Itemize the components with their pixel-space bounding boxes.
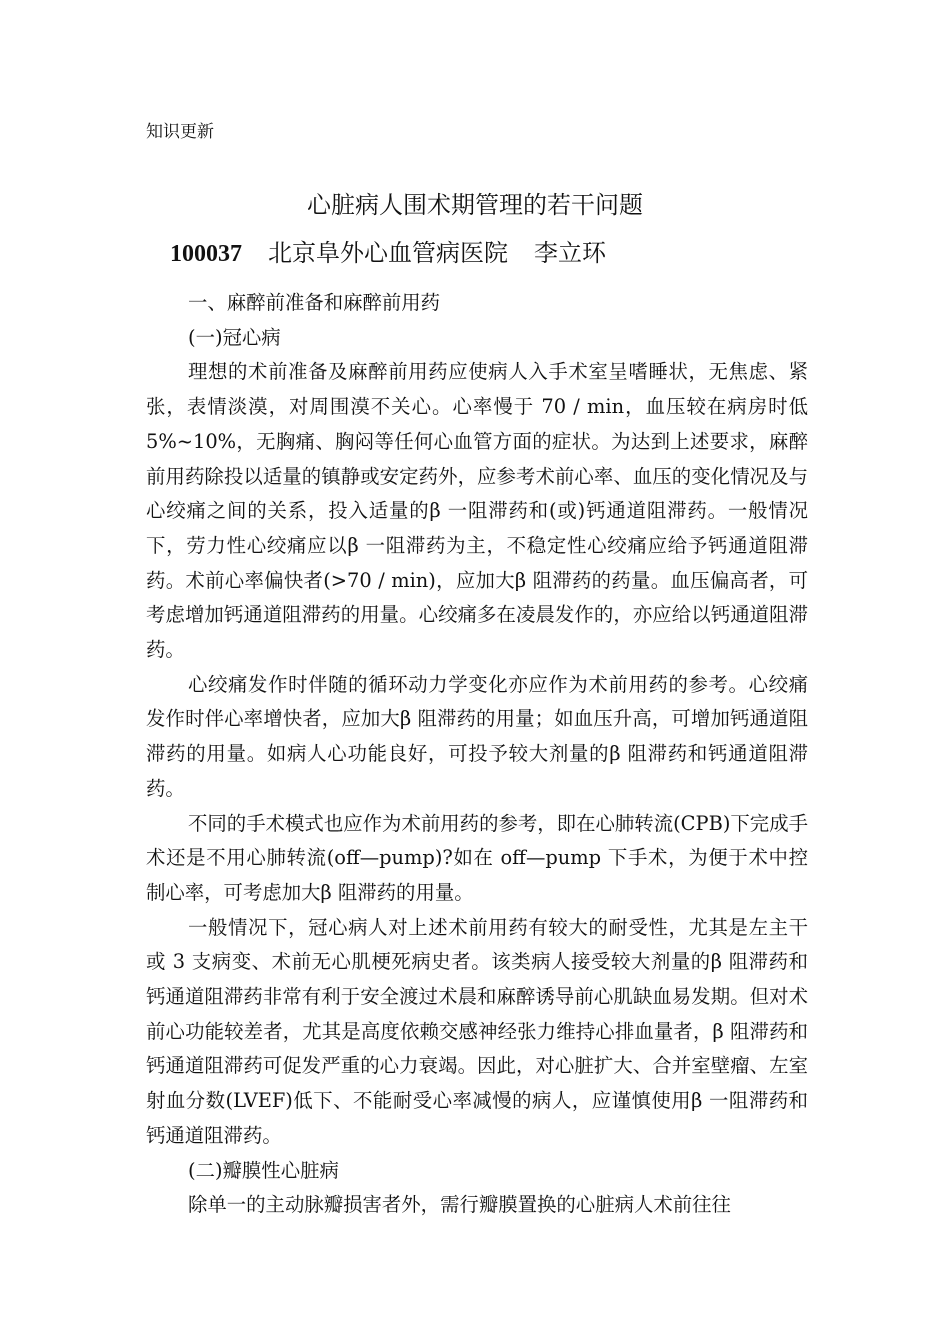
postal-code: 100037 [170,241,242,267]
institution: 北京阜外心血管病医院 [268,239,508,267]
paragraph: 除单一的主动脉瓣损害者外，需行瓣膜置换的心脏病人术前往往 [188,1193,731,1217]
subsection-heading: (二)瓣膜性心脏病 [188,1158,339,1182]
author: 李立环 [534,239,606,267]
subsection-heading: (一)冠心病 [188,325,281,349]
byline [170,236,606,271]
paragraph: 一般情况下，冠心病人对上述术前用药有较大的耐受性，尤其是左主干或 3 支病变、术前无心肌梗死病史者。该类病人接受较大剂量的β 阻滞药和钙通道阻滞药非常有利于安全渡过术晨和麻醉诱导前心肌缺血易发期。但对术前心功能较差者，尤其是高度依赖交感神经张力维持心排血量者，β 阻滞药和钙通道阻滞药可促发严重的心力衰竭。因此，对心脏扩大、合并室壁瘤、左室射血分数(LVEF)低下、不能耐受心率减慢的病人，应谨慎使用β 一阻滞药和钙通道阻滞药。 [146,915,808,1147]
paragraph: 不同的手术模式也应作为术前用药的参考，即在心肺转流(CPB)下完成手术还是不用心肺转流(off—pump)?如在 off—pump 下手术，为便于术中控制心率，可考虑加大β 阻滞药的用量。 [146,811,808,904]
header-tag: 知识更新 [146,122,214,142]
section-heading: 一、麻醉前准备和麻醉前用药 [188,291,441,314]
article-body [146,286,808,1223]
document-title: 心脏病人围术期管理的若干问题 [307,191,643,219]
paragraph: 心绞痛发作时伴随的循环动力学变化亦应作为术前用药的参考。心绞痛发作时伴心率增快者，应加大β 阻滞药的用量；如血压升高，可增加钙通道阻滞药的用量。如病人心功能良好，可投予较大剂量的β 阻滞药和钙通道阻滞药。 [146,672,808,800]
paragraph: 理想的术前准备及麻醉前用药应使病人入手术室呈嗜睡状，无焦虑、紧张，表情淡漠，对周围漠不关心。心率慢于 70 / min，血压较在病房时低 5%~10%，无胸痛、胸闷等任何心血管方面的症状。为达到上述要求，麻醉前用药除投以适量的镇静或安定药外，应参考术前心率、血压的变化情况及与心绞痛之间的关系，投入适量的β 一阻滞药和(或)钙通道阻滞药。一般情况下，劳力性心绞痛应以β 一阻滞药为主，不稳定性心绞痛应给予钙通道阻滞药。术前心率偏快者(>70 / min)，应加大β 阻滞药的药量。血压偏高者，可考虑增加钙通道阻滞药的用量。心绞痛多在凌晨发作的，亦应给以钙通道阻滞药。 [146,360,808,662]
